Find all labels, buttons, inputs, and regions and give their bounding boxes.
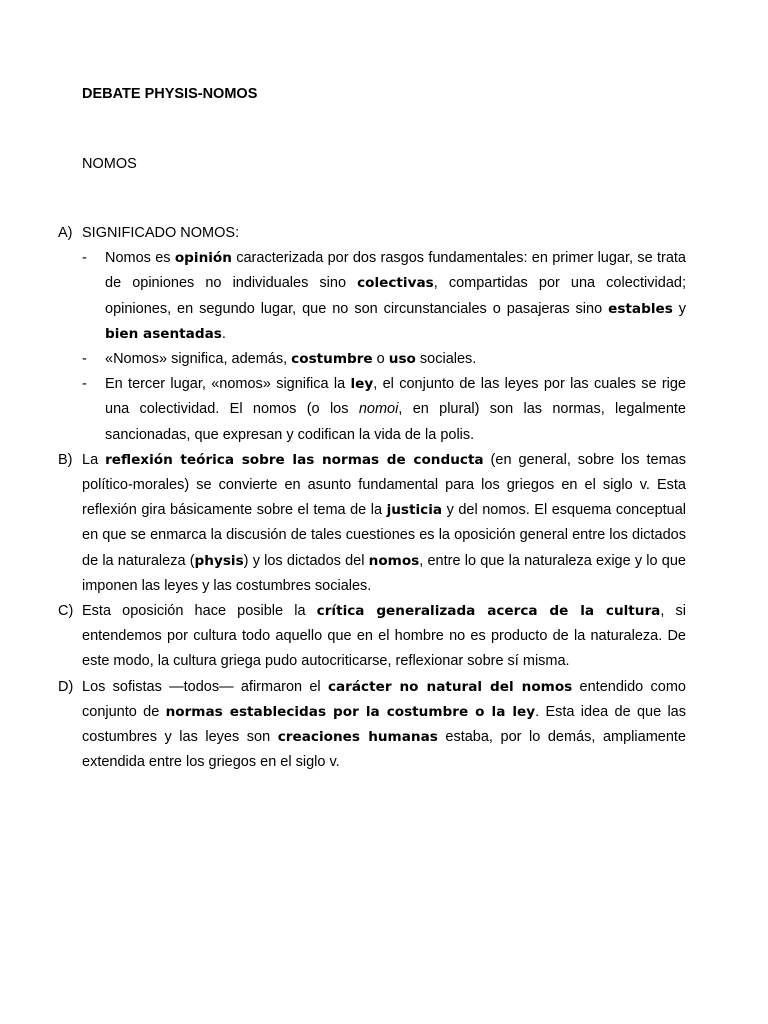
emphasis: physis bbox=[194, 552, 244, 569]
emphasis: uso bbox=[388, 351, 416, 368]
text-run: entendido como conjunto de bbox=[82, 678, 686, 720]
document-title: DEBATE PHYSIS-NOMOS bbox=[82, 86, 258, 102]
item-a-heading: SIGNIFICADO NOMOS: bbox=[82, 225, 240, 241]
text-run: , si entendemos por cultura todo aquello que en el hombre no es producto de la naturaleza. De este modo, la cultura griega pudo autocriticarse, reflexionar sobre sí misma. bbox=[82, 603, 687, 670]
text-run: , en plural) son las normas, legalmente sancionadas, que expresan y codifican la vida de la polis. bbox=[105, 401, 686, 443]
text-run: sociales. bbox=[415, 351, 477, 368]
dash-marker: - bbox=[82, 351, 87, 368]
item-letter: A) bbox=[58, 225, 73, 241]
text-run: . bbox=[221, 325, 226, 342]
text-run: . Esta idea de que las costumbres y las leyes son bbox=[82, 703, 686, 746]
meaning-item-law bbox=[82, 372, 686, 448]
item-letter: D) bbox=[58, 678, 74, 695]
italic-term: nomoi bbox=[358, 401, 399, 418]
document-body bbox=[58, 221, 686, 775]
text-run: ) y los dictados del bbox=[243, 552, 369, 569]
list-item-b bbox=[58, 448, 686, 599]
emphasis: crítica generalizada acerca de la cultura bbox=[316, 603, 661, 620]
emphasis: normas establecidas por la costumbre o la ley bbox=[165, 703, 536, 720]
dash-marker: - bbox=[82, 250, 87, 267]
item-letter: C) bbox=[58, 603, 74, 620]
emphasis: bien asentadas bbox=[105, 325, 222, 342]
text-run: (en general, sobre los temas político-morales) se convierte en asunto fundamental para los griegos en el siglo v. Esta reflexión gira básicamente sobre el tema de la bbox=[82, 451, 686, 519]
text-run: En tercer lugar, «nomos» significa la bbox=[105, 376, 351, 393]
text-run: y bbox=[672, 300, 686, 317]
emphasis: carácter no natural del nomos bbox=[327, 678, 573, 695]
emphasis: nomos bbox=[368, 552, 420, 569]
text-run: , el conjunto de las leyes por las cuales se rige una colectividad. El nomos (o los bbox=[105, 376, 687, 418]
list-item-c bbox=[58, 599, 686, 675]
meaning-item-custom bbox=[82, 347, 686, 372]
text-run: Los sofistas —todos— afirmaron el bbox=[82, 678, 328, 695]
section-heading: NOMOS bbox=[82, 156, 137, 172]
dash-marker: - bbox=[82, 376, 87, 393]
list-item-d bbox=[58, 675, 686, 776]
emphasis: reflexión teórica sobre las normas de conducta bbox=[105, 451, 484, 468]
list-item-a bbox=[58, 221, 686, 448]
text-run: y del nomos. El esquema conceptual en que se enmarca la discusión de tales cuestiones es la oposición general entre los dictados de la naturaleza ( bbox=[82, 502, 687, 569]
text-run: «Nomos» significa, además, bbox=[105, 351, 292, 368]
emphasis: creaciones humanas bbox=[277, 729, 438, 746]
text-run: La bbox=[82, 451, 106, 468]
emphasis: estables bbox=[608, 300, 673, 317]
item-letter: B) bbox=[58, 451, 73, 468]
emphasis: ley bbox=[350, 376, 374, 393]
emphasis: opinión bbox=[174, 250, 232, 267]
text-run: , compartidas por una colectividad; opiniones, en segundo lugar, que no son circunstanciales o pasajeras sino bbox=[105, 275, 686, 317]
text-run: Nomos es bbox=[105, 250, 175, 267]
text-run: estaba, por lo demás, ampliamente extendida entre los griegos en el siglo v. bbox=[82, 729, 686, 771]
emphasis: colectivas bbox=[357, 275, 434, 292]
text-run: o bbox=[372, 351, 389, 368]
text-run: , entre lo que la naturaleza exige y lo que imponen las leyes y las costumbres sociales. bbox=[82, 552, 686, 594]
text-run: caracterizada por dos rasgos fundamentales: en primer lugar, se trata de opiniones no individuales sino bbox=[105, 250, 686, 292]
emphasis: justicia bbox=[386, 502, 443, 519]
emphasis: costumbre bbox=[291, 351, 373, 368]
text-run: Esta oposición hace posible la bbox=[82, 603, 317, 620]
meaning-item-opinion bbox=[82, 246, 686, 347]
meaning-list bbox=[82, 246, 686, 448]
